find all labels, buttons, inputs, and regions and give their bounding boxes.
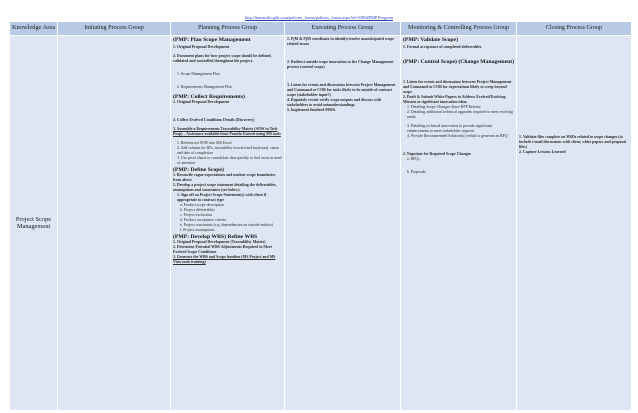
- executing-item: 1. PjM & PjM coordinate to identify/resolve unanticipated scope related issues: [287, 37, 395, 46]
- monitoring-item: 3. Detailing technical innovation to provide significant enhancements to meet stakeholder requests: [407, 124, 493, 133]
- planning-link[interactable]: 3. Generate the WBS and Scope baseline (MS Project and MS Visio tools training): [173, 255, 276, 264]
- closing-item: 2. Capture Lessons Learned: [519, 150, 566, 154]
- planning-item: 2. Requirements Management Plan: [177, 85, 232, 89]
- monitoring-item: 1. Listen for events and discussions between Project Management and Command or COR for expectations likely to creep beyond scope: [403, 80, 512, 94]
- monitoring-item: a. RFQs: [407, 157, 420, 161]
- initiating-cell: [58, 36, 171, 410]
- planning-item: d. Product acceptance criteria: [180, 218, 227, 222]
- executing-cell: [285, 36, 401, 410]
- planning-item: 2. Determine Potential WBS Adjustments Required to Meet Evolved Scope Conditions: [173, 245, 272, 254]
- control-scope-heading: (PMP: Control Scope) (Change Management): [403, 59, 515, 65]
- planning-item: c. Project exclusions: [180, 213, 213, 217]
- planning-item: 1. Original Proposal Development: [173, 100, 230, 104]
- develop-wbs-heading: (PMP: Develop WBS) Refine WBS: [173, 234, 258, 240]
- executing-item: 2. Redirect outside scope innovation to the Change Management process (control scope): [287, 60, 394, 69]
- plan-scope-heading: (PMP: Plan Scope Management: [173, 37, 251, 43]
- header-planning: Planning Process Group: [171, 22, 285, 36]
- planning-item: 1. Referenced SOW into MS Excel: [177, 141, 232, 145]
- planning-item: 1. Reconcile vague expectations and unclear scope boundaries from above: [173, 173, 276, 182]
- monitoring-item: 1. Detailing Scope Changes Since RFP Release: [407, 105, 481, 109]
- header-monitoring: Monitoring & Controlling Process Group: [401, 22, 517, 36]
- planning-item: a. Product scope description: [180, 203, 224, 207]
- planning-item: b. Project deliverables: [180, 208, 215, 212]
- planning-cell: [171, 36, 285, 410]
- planning-item: 1. Original Proposal Development: [173, 45, 230, 49]
- planning-item: 2. Collect Evolved Conditions Details (Discovery): [173, 118, 255, 122]
- planning-link[interactable]: 3. Assemble a Requirements Traceability Matrix (SOW to Tech Prop) – Assistance available from Pamela Garrett using MS tools: [173, 127, 281, 136]
- closing-item: 1. Validate files complete on MSDs related to scope changes (to include e-mail discussions with client, white papers and proposal files): [519, 135, 627, 149]
- planning-item: 1. Scope Management Plan: [177, 72, 220, 76]
- monitoring-cell: [401, 36, 517, 410]
- header-executing: Executing Process Group: [285, 22, 401, 36]
- process-table: [10, 22, 632, 410]
- header-closing: Closing Process Group: [517, 22, 632, 36]
- monitoring-item: 2. Draft & Submit White Papers to Address Evolved/Evolving Mission or significant innovation ideas: [403, 95, 506, 104]
- planning-item: e. Project constraints (e.g. dependencies on outside entities): [180, 223, 273, 227]
- monitoring-item: 1. Formal acceptance of completed deliverables: [403, 45, 482, 49]
- planning-item: 2. Document plans for how project scope should be defined, validated and controlled throughout the project.: [173, 54, 272, 63]
- monitoring-item: 2. Detailing additional technical upgrades required to meet evolving needs: [407, 110, 513, 119]
- closing-cell: [517, 36, 632, 410]
- planning-item: 2. Add column for ID's, traceability forward and backward, status and date of completion: [177, 146, 280, 155]
- planning-item: 1. Sign off on Project Scope Statement(s) with client if appropriate to contract type: [177, 193, 267, 202]
- header-initiating: Initiating Process Group: [58, 22, 171, 36]
- executing-item: 4. Regularly revisit verify scope outputs and discuss with stakeholders to avoid misunderstandings: [287, 98, 382, 107]
- planning-item: f. Project assumptions: [180, 228, 215, 232]
- header-knowledge-area: Knowledge Area: [10, 22, 58, 36]
- define-scope-heading: (PMP: Define Scope): [173, 167, 224, 173]
- url-link[interactable]: http://learnwiki.gdit.com/policies_forms/policies_forms.aspx?id=5389#PMP Program: [245, 15, 393, 20]
- collect-requirements-heading: (PMP: Collect Requirements): [173, 94, 245, 100]
- executing-item: 3. Listen for events and discussions between Project Management and Command or COR for tasks likely to be outside of contract scope (stakeholder input?): [287, 83, 396, 97]
- planning-item: 2. Develop a project scope statement detailing the deliverables, assumptions and constraints (see below).: [173, 183, 277, 192]
- executing-item: 5. Implement finalized MSDs: [287, 108, 336, 112]
- planning-item: 3. Use pivot charts to consolidate data quickly to find areas in need of attention: [177, 156, 282, 165]
- validate-scope-heading: (PMP: Validate Scope): [403, 37, 458, 43]
- planning-item: 1. Original Proposal Development (Traceability Matrix): [173, 240, 266, 244]
- monitoring-item: b. Proposals: [407, 170, 427, 174]
- knowledge-area-cell: Project Scope Management: [10, 36, 58, 410]
- monitoring-item: 2. Negotiate for Required Scope Changes: [403, 152, 471, 156]
- monitoring-item: 4. Provide Recommended Solution(s) verbal to generate an RFQ: [407, 134, 508, 138]
